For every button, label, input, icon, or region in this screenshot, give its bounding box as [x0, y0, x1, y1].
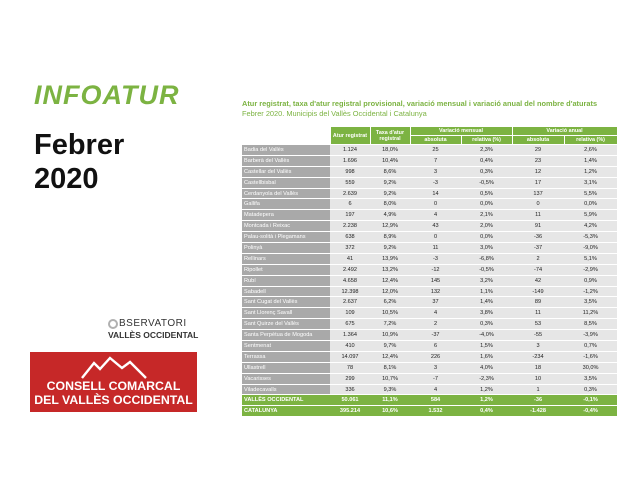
cell-var-mensual-abs: 0: [410, 232, 461, 243]
cell-var-anual-abs: -149: [512, 286, 564, 297]
table-row: [242, 210, 617, 221]
cell-var-anual-rel: 3,1%: [564, 177, 617, 188]
observatori-logo: [108, 318, 218, 340]
cell-var-mensual-abs: 6: [410, 341, 461, 352]
cell-taxa: 9,7%: [370, 341, 410, 352]
cell-atur: 12.398: [330, 286, 370, 297]
table-row: [242, 286, 617, 297]
observatori-ring-icon: [108, 319, 118, 329]
cell-municipality: Rellinars: [242, 253, 330, 264]
cell-var-mensual-abs: 4: [410, 210, 461, 221]
cell-var-mensual-abs: 25: [410, 145, 461, 156]
cell-municipality: VALLÈS OCCIDENTAL: [242, 395, 330, 406]
cell-var-mensual-rel: 4,0%: [461, 362, 512, 373]
cell-municipality: Ripollet: [242, 264, 330, 275]
cell-atur: 638: [330, 232, 370, 243]
cell-var-mensual-rel: 1,2%: [461, 384, 512, 395]
cell-var-mensual-abs: 132: [410, 286, 461, 297]
cell-municipality: Santa Perpètua de Mogoda: [242, 330, 330, 341]
cell-atur: 675: [330, 319, 370, 330]
cell-var-anual-rel: 0,9%: [564, 275, 617, 286]
cell-taxa: 10,4%: [370, 155, 410, 166]
cell-atur: 372: [330, 243, 370, 254]
cell-var-mensual-abs: 3: [410, 362, 461, 373]
cell-var-anual-abs: 11: [512, 210, 564, 221]
cell-var-mensual-abs: -37: [410, 330, 461, 341]
cell-municipality: Palau-solità i Plegamans: [242, 232, 330, 243]
cell-taxa: 4,9%: [370, 210, 410, 221]
cell-atur: 2.238: [330, 221, 370, 232]
cell-var-mensual-abs: -7: [410, 373, 461, 384]
cell-var-mensual-abs: -12: [410, 264, 461, 275]
cell-var-anual-rel: 11,2%: [564, 308, 617, 319]
table-row: [242, 188, 617, 199]
brand-title: INFOATUR: [34, 80, 180, 110]
cell-var-mensual-abs: 145: [410, 275, 461, 286]
cell-var-anual-abs: -36: [512, 395, 564, 406]
cell-var-anual-rel: 30,0%: [564, 362, 617, 373]
logo-line2: DEL VALLÈS OCCIDENTAL: [34, 393, 193, 407]
cell-taxa: 9,2%: [370, 188, 410, 199]
cell-var-mensual-rel: 0,4%: [461, 406, 512, 417]
header-relativa: relativa (%): [461, 136, 512, 145]
header-taxa: Taxa d'atur registral: [370, 127, 410, 145]
cell-taxa: 13,2%: [370, 264, 410, 275]
cell-var-mensual-abs: 3: [410, 166, 461, 177]
cell-var-mensual-rel: -4,0%: [461, 330, 512, 341]
cell-municipality: CATALUNYA: [242, 406, 330, 417]
cell-var-mensual-rel: 1,2%: [461, 395, 512, 406]
observatori-name: BSERVATORI: [119, 318, 187, 329]
cell-var-mensual-rel: 2,0%: [461, 221, 512, 232]
cell-taxa: 12,4%: [370, 351, 410, 362]
table-row: [242, 297, 617, 308]
cell-var-mensual-rel: 3,0%: [461, 243, 512, 254]
cell-var-anual-abs: -37: [512, 243, 564, 254]
cell-var-anual-rel: -3,9%: [564, 330, 617, 341]
cell-var-anual-rel: -1,2%: [564, 286, 617, 297]
cell-var-anual-abs: 89: [512, 297, 564, 308]
cell-taxa: 7,2%: [370, 319, 410, 330]
cell-atur: 1.364: [330, 330, 370, 341]
cell-taxa: 18,0%: [370, 145, 410, 156]
cell-taxa: 12,9%: [370, 221, 410, 232]
cell-var-mensual-abs: 1.532: [410, 406, 461, 417]
cell-var-mensual-abs: -3: [410, 177, 461, 188]
cell-var-anual-abs: 53: [512, 319, 564, 330]
left-panel: [0, 0, 230, 480]
cell-atur: 2.637: [330, 297, 370, 308]
table-title: Atur registrat, taxa d'atur registral provisional, variació mensual i variació anual del nombre d'aturats: [242, 99, 598, 108]
cell-var-anual-abs: 3: [512, 341, 564, 352]
header-relativa: relativa (%): [564, 136, 617, 145]
cell-var-anual-rel: -1,6%: [564, 351, 617, 362]
cell-municipality: Rubí: [242, 275, 330, 286]
cell-var-anual-abs: 18: [512, 362, 564, 373]
cell-var-mensual-abs: 37: [410, 297, 461, 308]
cell-var-anual-rel: 2,6%: [564, 145, 617, 156]
cell-var-anual-abs: 137: [512, 188, 564, 199]
unemployment-table: [242, 126, 618, 417]
header-var-anual: Variació anual: [512, 127, 617, 136]
cell-var-mensual-rel: 1,1%: [461, 286, 512, 297]
cell-var-mensual-abs: 584: [410, 395, 461, 406]
cell-var-anual-rel: 4,2%: [564, 221, 617, 232]
cell-var-mensual-rel: 2,3%: [461, 145, 512, 156]
cell-var-mensual-rel: 1,5%: [461, 341, 512, 352]
cell-var-anual-rel: 5,9%: [564, 210, 617, 221]
cell-municipality: Sentmenat: [242, 341, 330, 352]
cell-municipality: Castellbisbal: [242, 177, 330, 188]
cell-atur: 6: [330, 199, 370, 210]
table-row: [242, 145, 617, 156]
cell-municipality: Barberà del Vallès: [242, 155, 330, 166]
logo-line1: CONSELL COMARCAL: [46, 379, 181, 393]
cell-atur: 998: [330, 166, 370, 177]
table-row: [242, 155, 617, 166]
cell-atur: 197: [330, 210, 370, 221]
cell-var-anual-abs: 10: [512, 373, 564, 384]
cell-var-mensual-rel: 0,0%: [461, 199, 512, 210]
cell-municipality: Sant Cugat del Vallès: [242, 297, 330, 308]
cell-atur: 4.658: [330, 275, 370, 286]
cell-taxa: 9,3%: [370, 384, 410, 395]
cell-var-mensual-abs: 4: [410, 308, 461, 319]
cell-var-anual-abs: 91: [512, 221, 564, 232]
cell-taxa: 12,0%: [370, 286, 410, 297]
cell-var-anual-rel: -9,0%: [564, 243, 617, 254]
cell-var-mensual-rel: -0,5%: [461, 177, 512, 188]
cell-var-anual-rel: 3,5%: [564, 373, 617, 384]
table-row: [242, 384, 617, 395]
table-row: [242, 177, 617, 188]
cell-var-anual-abs: 12: [512, 166, 564, 177]
table-row: [242, 232, 617, 243]
table-row: [242, 264, 617, 275]
cell-var-mensual-abs: 7: [410, 155, 461, 166]
cell-taxa: 10,6%: [370, 406, 410, 417]
cell-var-anual-rel: 0,7%: [564, 341, 617, 352]
table-row: [242, 319, 617, 330]
cell-municipality: Montcada i Reixac: [242, 221, 330, 232]
header-absoluta: absoluta: [512, 136, 564, 145]
cell-var-mensual-rel: 0,3%: [461, 319, 512, 330]
observatori-sub: VALLÈS OCCIDENTAL: [108, 330, 199, 340]
cell-var-anual-rel: 1,2%: [564, 166, 617, 177]
cell-var-mensual-rel: -2,3%: [461, 373, 512, 384]
table-row: [242, 199, 617, 210]
cell-var-anual-rel: 3,5%: [564, 297, 617, 308]
cell-var-mensual-rel: -0,5%: [461, 264, 512, 275]
cell-municipality: Badia del Vallès: [242, 145, 330, 156]
cell-var-anual-rel: 0,0%: [564, 199, 617, 210]
cell-var-anual-abs: 23: [512, 155, 564, 166]
cell-atur: 336: [330, 384, 370, 395]
cell-atur: 109: [330, 308, 370, 319]
cell-municipality: Vacarisses: [242, 373, 330, 384]
cell-taxa: 13,9%: [370, 253, 410, 264]
cell-var-anual-abs: 42: [512, 275, 564, 286]
cell-var-anual-rel: -0,1%: [564, 395, 617, 406]
cell-taxa: 9,2%: [370, 243, 410, 254]
header-var-mensual: Variació mensual: [410, 127, 512, 136]
cell-var-anual-abs: 2: [512, 253, 564, 264]
cell-var-mensual-rel: 1,4%: [461, 297, 512, 308]
cell-municipality: Polinyà: [242, 243, 330, 254]
cell-var-mensual-rel: 3,8%: [461, 308, 512, 319]
table-row: [242, 221, 617, 232]
cell-var-anual-abs: -234: [512, 351, 564, 362]
consell-comarcal-logo: [30, 352, 197, 412]
cell-var-anual-rel: 0,3%: [564, 384, 617, 395]
cell-atur: 50.061: [330, 395, 370, 406]
cell-var-anual-rel: -2,9%: [564, 264, 617, 275]
cell-municipality: Gallifa: [242, 199, 330, 210]
cell-var-anual-abs: -74: [512, 264, 564, 275]
header-absoluta: absoluta: [410, 136, 461, 145]
cell-var-mensual-abs: 43: [410, 221, 461, 232]
cell-taxa: 8,6%: [370, 166, 410, 177]
cell-var-mensual-rel: 1,6%: [461, 351, 512, 362]
cell-atur: 2.492: [330, 264, 370, 275]
table-row: [242, 253, 617, 264]
cell-taxa: 10,5%: [370, 308, 410, 319]
cell-var-mensual-rel: 0,0%: [461, 232, 512, 243]
cell-var-mensual-abs: 14: [410, 188, 461, 199]
cell-atur: 14.097: [330, 351, 370, 362]
cell-var-mensual-abs: 11: [410, 243, 461, 254]
table-row: [242, 275, 617, 286]
table-row: [242, 243, 617, 254]
table-row: [242, 166, 617, 177]
cell-municipality: Sant Llorenç Savall: [242, 308, 330, 319]
cell-taxa: 10,7%: [370, 373, 410, 384]
cell-var-anual-abs: 1: [512, 384, 564, 395]
cell-atur: 1.124: [330, 145, 370, 156]
table-row: [242, 362, 617, 373]
period-month: Febrer: [34, 129, 125, 161]
cell-var-mensual-abs: -3: [410, 253, 461, 264]
cell-taxa: 8,9%: [370, 232, 410, 243]
total-row: [242, 395, 617, 406]
cell-var-anual-abs: 29: [512, 145, 564, 156]
cell-taxa: 9,2%: [370, 177, 410, 188]
cell-var-anual-abs: -55: [512, 330, 564, 341]
cell-var-anual-abs: 0: [512, 199, 564, 210]
cell-taxa: 6,2%: [370, 297, 410, 308]
cell-var-anual-abs: -36: [512, 232, 564, 243]
cell-var-anual-rel: 5,5%: [564, 188, 617, 199]
table-row: [242, 373, 617, 384]
cell-var-mensual-abs: 2: [410, 319, 461, 330]
cell-var-mensual-abs: 226: [410, 351, 461, 362]
total-row: [242, 406, 617, 417]
cell-var-mensual-rel: 3,2%: [461, 275, 512, 286]
header-atur: Atur registrat: [330, 127, 370, 145]
cell-atur: 559: [330, 177, 370, 188]
cell-var-anual-abs: -1.428: [512, 406, 564, 417]
table-row: [242, 351, 617, 362]
table-row: [242, 308, 617, 319]
cell-var-anual-abs: 11: [512, 308, 564, 319]
cell-var-anual-rel: -5,3%: [564, 232, 617, 243]
cell-municipality: Terrassa: [242, 351, 330, 362]
cell-municipality: Matadepera: [242, 210, 330, 221]
cell-var-anual-rel: -0,4%: [564, 406, 617, 417]
table-row: [242, 330, 617, 341]
cell-taxa: 8,1%: [370, 362, 410, 373]
cell-var-anual-abs: 17: [512, 177, 564, 188]
cell-var-mensual-rel: 0,4%: [461, 155, 512, 166]
cell-atur: 41: [330, 253, 370, 264]
cell-var-mensual-abs: 4: [410, 384, 461, 395]
cell-var-mensual-rel: 2,1%: [461, 210, 512, 221]
cell-taxa: 12,4%: [370, 275, 410, 286]
cell-municipality: Viladecavalls: [242, 384, 330, 395]
cell-var-anual-rel: 8,5%: [564, 319, 617, 330]
cell-taxa: 11,1%: [370, 395, 410, 406]
cell-var-mensual-rel: -6,8%: [461, 253, 512, 264]
cell-taxa: 8,0%: [370, 199, 410, 210]
table-row: [242, 341, 617, 352]
cell-atur: 78: [330, 362, 370, 373]
period-title: [34, 128, 214, 196]
cell-atur: 395.214: [330, 406, 370, 417]
period-year: 2020: [34, 163, 99, 195]
cell-municipality: Cerdanyola del Vallès: [242, 188, 330, 199]
cell-var-anual-rel: 5,1%: [564, 253, 617, 264]
cell-atur: 410: [330, 341, 370, 352]
cell-municipality: Sant Quirze del Vallès: [242, 319, 330, 330]
cell-municipality: Sabadell: [242, 286, 330, 297]
cell-var-mensual-rel: 0,5%: [461, 188, 512, 199]
cell-atur: 1.696: [330, 155, 370, 166]
cell-municipality: Castellar del Vallès: [242, 166, 330, 177]
cell-atur: 2.639: [330, 188, 370, 199]
cell-var-anual-rel: 1,4%: [564, 155, 617, 166]
cell-var-mensual-rel: 0,3%: [461, 166, 512, 177]
cell-atur: 299: [330, 373, 370, 384]
cell-municipality: Ullastrell: [242, 362, 330, 373]
cell-taxa: 10,9%: [370, 330, 410, 341]
cell-var-mensual-abs: 0: [410, 199, 461, 210]
table-subtitle: Febrer 2020. Municipis del Vallès Occidental i Catalunya: [242, 109, 427, 118]
